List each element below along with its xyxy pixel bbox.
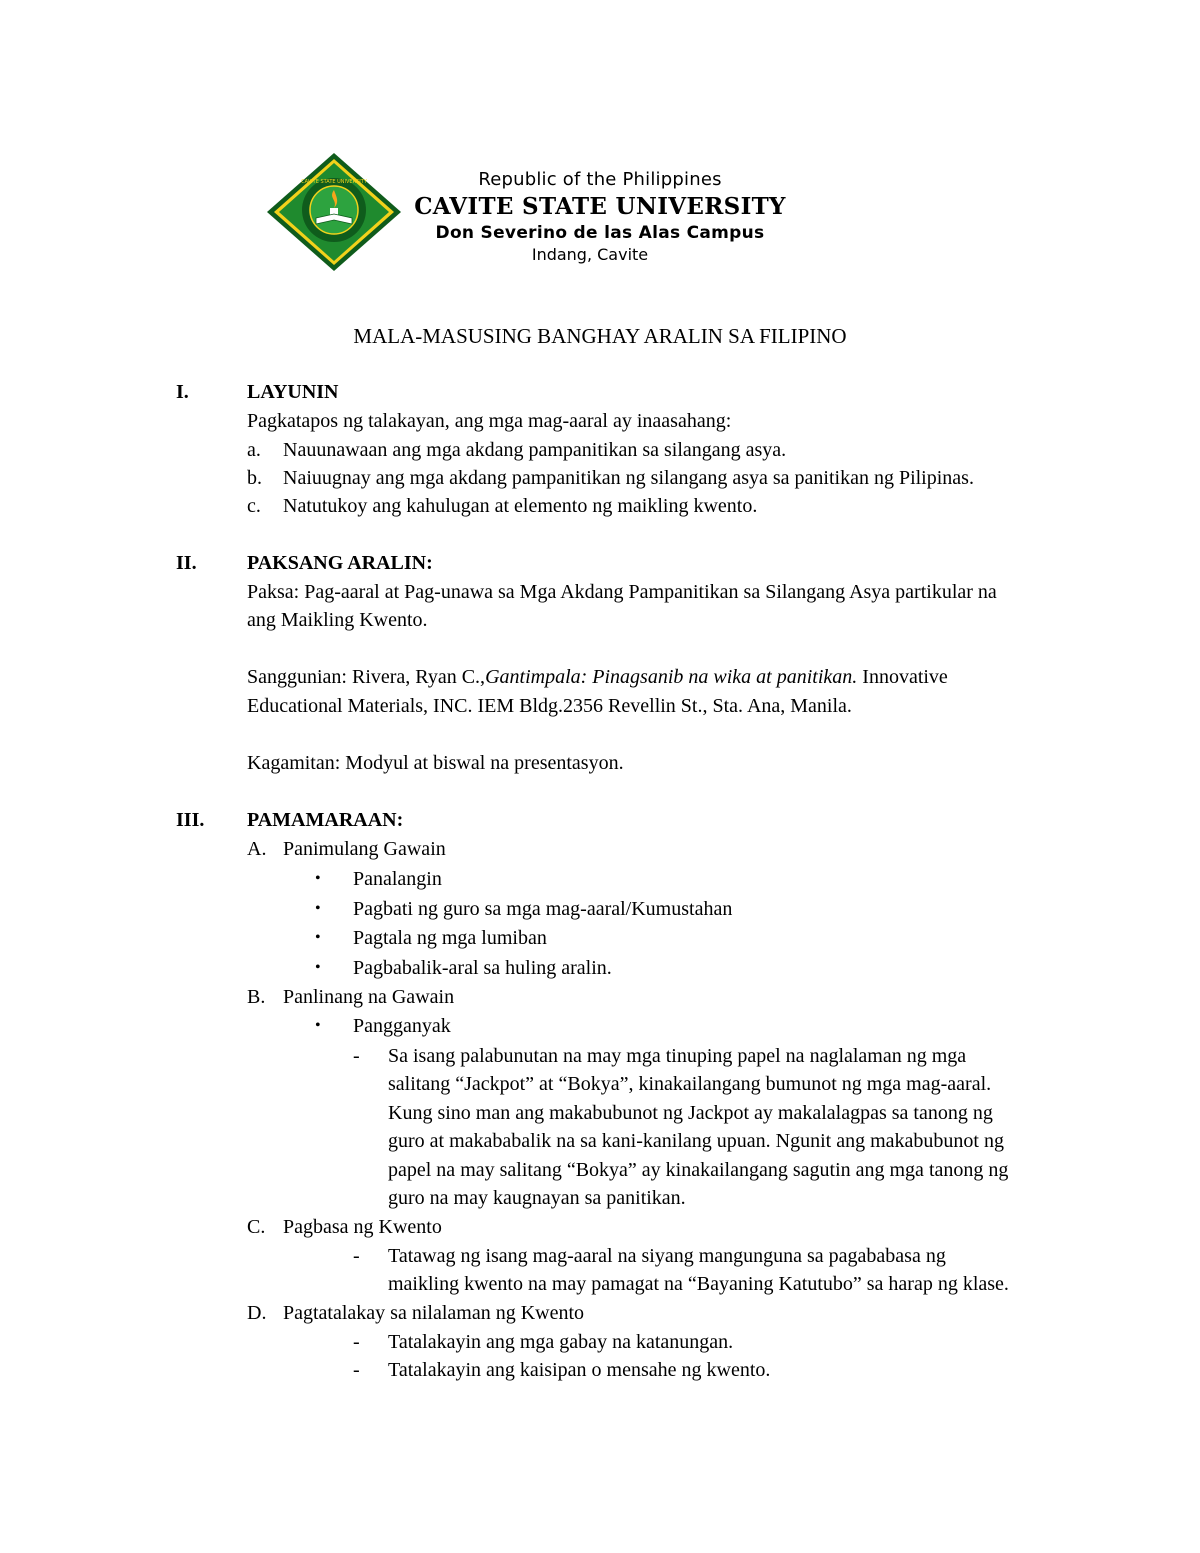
campus-name: Don Severino de las Alas Campus (435, 223, 765, 243)
sanggunian-title: Gantimpala: Pinagsanib na wika at panitikan. (485, 666, 858, 688)
bullet-item: Pagbabalik-aral sa huling aralin. (353, 957, 612, 979)
section-2-heading: PAKSANG ARALIN: (247, 552, 433, 574)
campus-location: Indang, Cavite (531, 245, 649, 264)
sanggunian-line-2: Educational Materials, INC. IEM Bldg.2356 Revellin St., Sta. Ana, Manila. (247, 695, 852, 717)
section-3-numeral: III. (176, 809, 205, 831)
pagbasa-line: maikling kwento na may pamagat na “Bayaning Katutubo” sa harap ng klase. (388, 1273, 1009, 1295)
part-a-title: Panimulang Gawain (283, 838, 446, 860)
part-c-title: Pagbasa ng Kwento (283, 1216, 442, 1238)
paksa-line-1: Paksa: Pag-aaral at Pag-unawa sa Mga Akdang Pampanitikan sa Silangang Asya partikular na (247, 581, 997, 603)
dash: - (353, 1245, 360, 1267)
part-a-letter: A. (247, 838, 267, 860)
section-1-numeral: I. (176, 381, 189, 403)
sanggunian-prefix: Sanggunian: Rivera, Ryan C., (247, 666, 486, 688)
pangganyak-line: Kung sino man ang makabubunot ng Jackpot ay makalalagpas sa tanong ng (388, 1102, 993, 1124)
bullet: • (315, 900, 321, 917)
objective-a-letter: a. (247, 439, 261, 461)
pagbasa-line: Tatawag ng isang mag-aaral na siyang mangunguna sa pagababasa ng (388, 1245, 946, 1267)
section-2-numeral: II. (176, 552, 197, 574)
part-b-title: Panlinang na Gawain (283, 986, 455, 1008)
university-name: CAVITE STATE UNIVERSITY (414, 193, 786, 220)
pangganyak-line: papel na may salitang “Bokya” ay kinakailangang sagutin ang mga tanong ng (388, 1159, 1009, 1181)
bullet-item: Pagtala ng mga lumiban (353, 927, 547, 949)
bullet-item: Pagbati ng guro sa mga mag-aaral/Kumustahan (353, 898, 733, 920)
part-b-letter: B. (247, 986, 266, 1008)
bullet-item: Panalangin (353, 868, 442, 890)
dash: - (353, 1331, 360, 1353)
pangganyak-line: guro na may kaugnayan sa panitikan. (388, 1187, 686, 1209)
bullet: • (315, 870, 321, 887)
objective-b-letter: b. (247, 467, 262, 489)
section-3-heading: PAMAMARAAN: (247, 809, 404, 831)
part-d-letter: D. (247, 1302, 267, 1324)
part-c-letter: C. (247, 1216, 266, 1238)
letterhead (400, 168, 800, 265)
objective-a: Nauunawaan ang mga akdang pampanitikan sa silangang asya. (283, 439, 787, 461)
bullet: • (315, 959, 321, 976)
bullet: • (315, 1017, 321, 1034)
dash: - (353, 1359, 360, 1381)
republic-line: Republic of the Philippines (478, 169, 722, 190)
kagamitan: Kagamitan: Modyul at biswal na presentasyon. (247, 752, 624, 774)
pangganyak-line: Sa isang palabunutan na may mga tinuping papel na naglalaman ng mga (388, 1045, 967, 1067)
objective-b: Naiuugnay ang mga akdang pampanitikan ng silangang asya sa panitikan ng Pilipinas. (283, 467, 974, 489)
bullet: • (315, 929, 321, 946)
part-d-title: Pagtatalakay sa nilalaman ng Kwento (283, 1302, 585, 1324)
pagtatalakay-item: Tatalakayin ang mga gabay na katanungan. (388, 1331, 734, 1353)
dash: - (353, 1045, 360, 1067)
pagtatalakay-item: Tatalakayin ang kaisipan o mensahe ng kwento. (388, 1359, 771, 1381)
section-1-intro: Pagkatapos ng talakayan, ang mga mag-aaral ay inaasahang: (247, 410, 732, 432)
document-title: MALA-MASUSING BANGHAY ARALIN SA FILIPINO (353, 324, 847, 348)
section-1-heading: LAYUNIN (247, 381, 339, 403)
pangganyak-line: guro at makababalik na sa kani-kanilang upuan. Ngunit ang makabubunot ng (388, 1130, 1004, 1152)
logo-lettering: CAVITE STATE UNIVERSITY (301, 179, 367, 185)
pangganyak-line: salitang “Jackpot” at “Bokya”, kinakailangang bumunot ng mga mag-aaral. (388, 1073, 992, 1095)
sanggunian-line-1 (247, 663, 948, 691)
objective-c: Natutukoy ang kahulugan at elemento ng maikling kwento. (283, 495, 758, 517)
paksa-line-2: ang Maikling Kwento. (247, 609, 428, 631)
sanggunian-suffix: Innovative (857, 666, 948, 688)
bullet-item: Pangganyak (353, 1015, 451, 1037)
objective-c-letter: c. (247, 495, 261, 517)
